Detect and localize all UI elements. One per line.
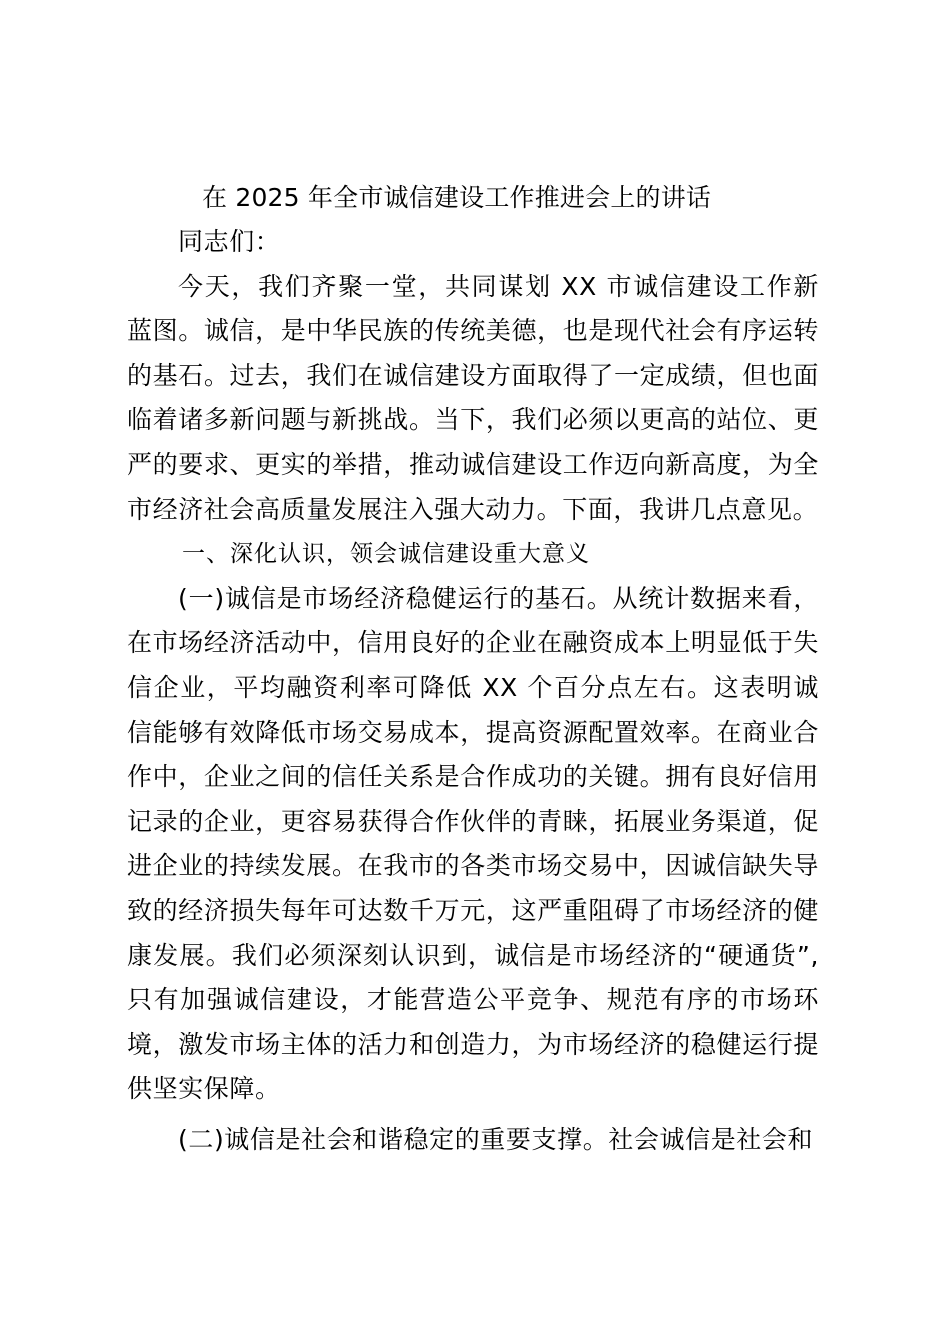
document-body [127,176,819,1162]
salutation: 同志们： [178,227,281,256]
document-title: 在 2025 年全市诚信建设工作推进会上的讲话 [202,183,712,212]
section1-paragraph-2: (二)诚信是社会和谐稳定的重要支撑。社会诚信是社会和 [178,1124,814,1154]
section-heading-1: 一、深化认识，领会诚信建设重大意义 [182,541,590,568]
intro-paragraph: 今天，我们齐聚一堂，共同谋划 XX 市诚信建设工作新蓝图。诚信，是中华民族的传统美德，也是现代社会有序运转的基石。过去，我们在诚信建设方面取得了一定成绩，但也面临着诸多新问题与新挑战。当下，我们必须以更高的站位、更严的要求、更实的举措，推动诚信建设工作迈向新高度，为全市经济社会高质量发展注入强大动力。下面，我讲几点意见。 [127,271,819,524]
section1-paragraph-1: (一)诚信是市场经济稳健运行的基石。从统计数据来看，在市场经济活动中，信用良好的企业在融资成本上明显低于失信企业，平均融资利率可降低 XX 个百分点左右。这表明诚信能够有效降低市场交易成本，提高资源配置效率。在商业合作中，企业之间的信任关系是合作成功的关键。拥有良好信用记录的企业，更容易获得合作伙伴的青睐，拓展业务渠道，促进企业的持续发展。在我市的各类市场交易中，因诚信缺失导致的经济损失每年可达数千万元，这严重阻碍了市场经济的健康发展。我们必须深刻认识到，诚信是市场经济的“硬通货”,只有加强诚信建设，才能营造公平竞争、规范有序的市场环境，激发市场主体的活力和创造力，为市场经济的稳健运行提供坚实保障。 [127,583,819,1104]
